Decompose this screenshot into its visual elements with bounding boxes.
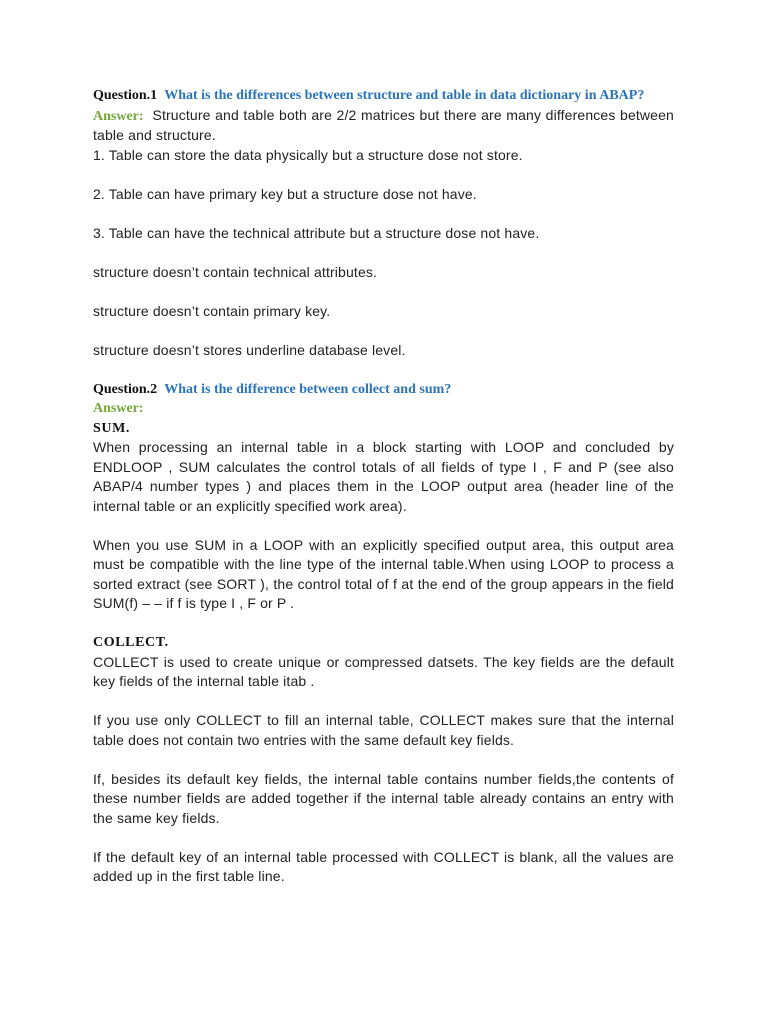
question-2 — [93, 380, 674, 400]
answer-1-point-5: structure doesn’t contain primary key. — [93, 302, 331, 319]
answer-1-label: Answer: — [93, 108, 144, 124]
answer-1-point-4: structure doesn’t contain technical attributes. — [93, 263, 378, 280]
question-2-text: What is the difference between collect and sum? — [164, 381, 452, 397]
answer-1-intro: Structure and table both are 2/2 matrices but there are many differences between table and structure. — [93, 106, 674, 143]
question-1 — [93, 86, 674, 106]
question-2-label: Question.2 — [93, 381, 158, 397]
document-page — [93, 86, 674, 887]
collect-heading: COLLECT. — [93, 635, 169, 650]
answer-1 — [93, 106, 674, 146]
collect-paragraph-1: COLLECT is used to create unique or compressed datsets. The key fields are the default key fields of the internal table itab . — [93, 653, 674, 689]
answer-1-point-3: 3. Table can have the technical attribute but a structure dose not have. — [93, 224, 540, 241]
collect-paragraph-4: If the default key of an internal table processed with COLLECT is blank, all the values are added up in the first table line. — [93, 848, 674, 884]
sum-paragraph-1: When processing an internal table in a block starting with LOOP and concluded by ENDLOOP , SUM calculates the control totals of all fields of type I , F and P (see also ABAP/4 number types ) and places them in the LOOP output area (header line of the internal table or an explicitly specified work area). — [93, 439, 674, 514]
answer-1-point-2: 2. Table can have primary key but a structure dose not have. — [93, 185, 477, 202]
sum-paragraph-2: When you use SUM in a LOOP with an explicitly specified output area, this output area must be compatible with the line type of the internal table.When using LOOP to process a sorted extract (see SORT ), the control total of f at the end of the group appears in the field SUM(f) – – if f is type I , F or P . — [93, 536, 674, 611]
question-1-label: Question.1 — [93, 88, 158, 103]
answer-1-point-6: structure doesn’t stores underline database level. — [93, 341, 406, 358]
answer-1-point-1: 1. Table can store the data physically but a structure dose not store. — [93, 146, 523, 163]
collect-paragraph-3: If, besides its default key fields, the internal table contains number fields,the contents of these number fields are added together if the internal table already contains an entry with the same key fields. — [93, 770, 674, 826]
collect-paragraph-2: If you use only COLLECT to fill an internal table, COLLECT makes sure that the internal table does not contain two entries with the same default key fields. — [93, 712, 674, 748]
sum-heading: SUM. — [93, 420, 131, 436]
question-1-text: What is the differences between structure and table in data dictionary in ABAP? — [164, 88, 645, 103]
answer-2-label: Answer: — [93, 401, 144, 416]
